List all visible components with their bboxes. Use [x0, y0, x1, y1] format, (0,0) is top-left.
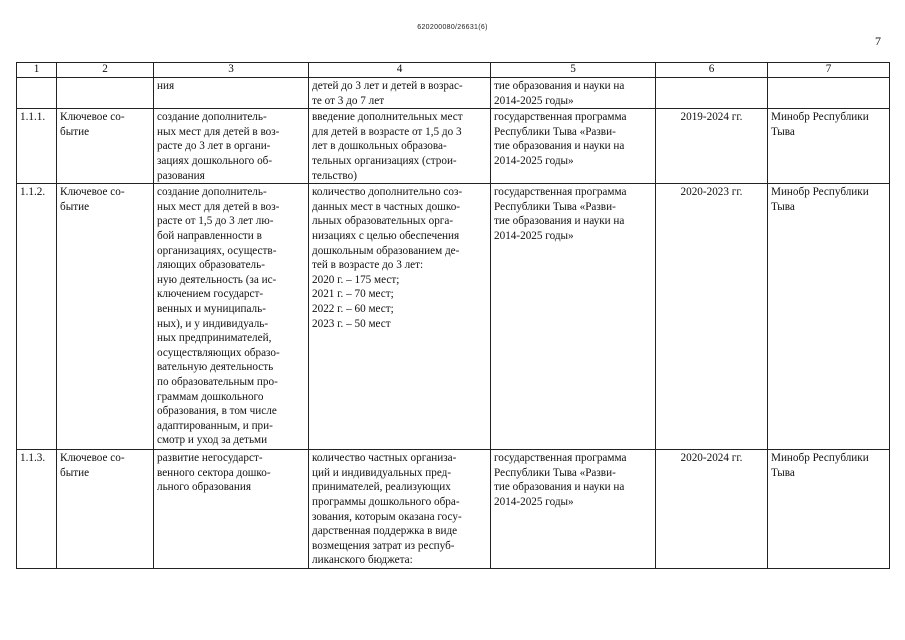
result-indicator: введение дополнительных мест для детей в возрасте от 1,5 до 3 лет в дошкольных образова- тельных организациях (строи- тельство) — [309, 109, 491, 184]
event-type: Ключевое со- бытие — [57, 184, 154, 450]
table-header-row — [17, 63, 890, 78]
measure-name: создание дополнитель- ных мест для детей в воз- расте до 3 лет в органи- зациях дошкольного об- разования — [154, 109, 309, 184]
period: 2020-2023 гг. — [656, 184, 768, 450]
row-number: 1.1.3. — [17, 450, 57, 569]
period — [656, 78, 768, 109]
result-indicator: количество дополнительно соз- данных мест в частных дошко- льных образовательных орга- низациях с целью обеспечения дошкольным образованием де- тей в возрасте до 3 лет: 2020 г. – 175 мест; 2021 г. – 70 мест; 2022 г. – 60 мест; 2023 г. – 50 мест — [309, 184, 491, 450]
responsible: Минобр Республики Тыва — [768, 109, 890, 184]
row-number — [17, 78, 57, 109]
header-cell: 5 — [491, 63, 656, 78]
measure-name: развитие негосударст- венного сектора дошко- льного образования — [154, 450, 309, 569]
table-row — [17, 450, 890, 569]
result-indicator: детей до 3 лет и детей в возрас- те от 3 до 7 лет — [309, 78, 491, 109]
program-source: государственная программа Республики Тыва «Разви- тие образования и науки на 2014-2025 годы» — [491, 450, 656, 569]
program-source: государственная программа Республики Тыва «Разви- тие образования и науки на 2014-2025 годы» — [491, 109, 656, 184]
measure-name: ния — [154, 78, 309, 109]
event-type: Ключевое со- бытие — [57, 450, 154, 569]
event-type — [57, 78, 154, 109]
table-row — [17, 109, 890, 184]
table-row — [17, 78, 890, 109]
header-cell: 1 — [17, 63, 57, 78]
event-type: Ключевое со- бытие — [57, 109, 154, 184]
measure-name: создание дополнитель- ных мест для детей в воз- расте от 1,5 до 3 лет лю- бой направленности в организациях, осуществ- ляющих образователь- ную деятельность (за ис- ключением государст- венных и муниципаль- ных), и у индивидуаль- ных предпринимателей, осуществляющих образо- вательную деятельность по образовательным про- граммам дошкольного образования, в том числе адаптированным, и при- смотр и уход за детьми — [154, 184, 309, 450]
responsible: Минобр Республики Тыва — [768, 450, 890, 569]
header-cell: 4 — [309, 63, 491, 78]
row-number: 1.1.2. — [17, 184, 57, 450]
period: 2019-2024 гг. — [656, 109, 768, 184]
result-indicator: количество частных организа- ций и индивидуальных пред- принимателей, реализующих программы дошкольного обра- зования, которым оказана госу- дарственная поддержка в виде возмещения затрат из респуб- ликанского бюджета: — [309, 450, 491, 569]
document-number: 620200080/26631(6) — [417, 24, 488, 31]
responsible: Минобр Республики Тыва — [768, 184, 890, 450]
table-row — [17, 184, 890, 450]
header-cell: 3 — [154, 63, 309, 78]
program-source: тие образования и науки на 2014-2025 годы» — [491, 78, 656, 109]
responsible — [768, 78, 890, 109]
program-source: государственная программа Республики Тыва «Разви- тие образования и науки на 2014-2025 годы» — [491, 184, 656, 450]
period: 2020-2024 гг. — [656, 450, 768, 569]
row-number: 1.1.1. — [17, 109, 57, 184]
page-number: 7 — [875, 34, 881, 48]
header-cell: 2 — [57, 63, 154, 78]
measures-table — [16, 62, 890, 569]
header-cell: 6 — [656, 63, 768, 78]
header-cell: 7 — [768, 63, 890, 78]
